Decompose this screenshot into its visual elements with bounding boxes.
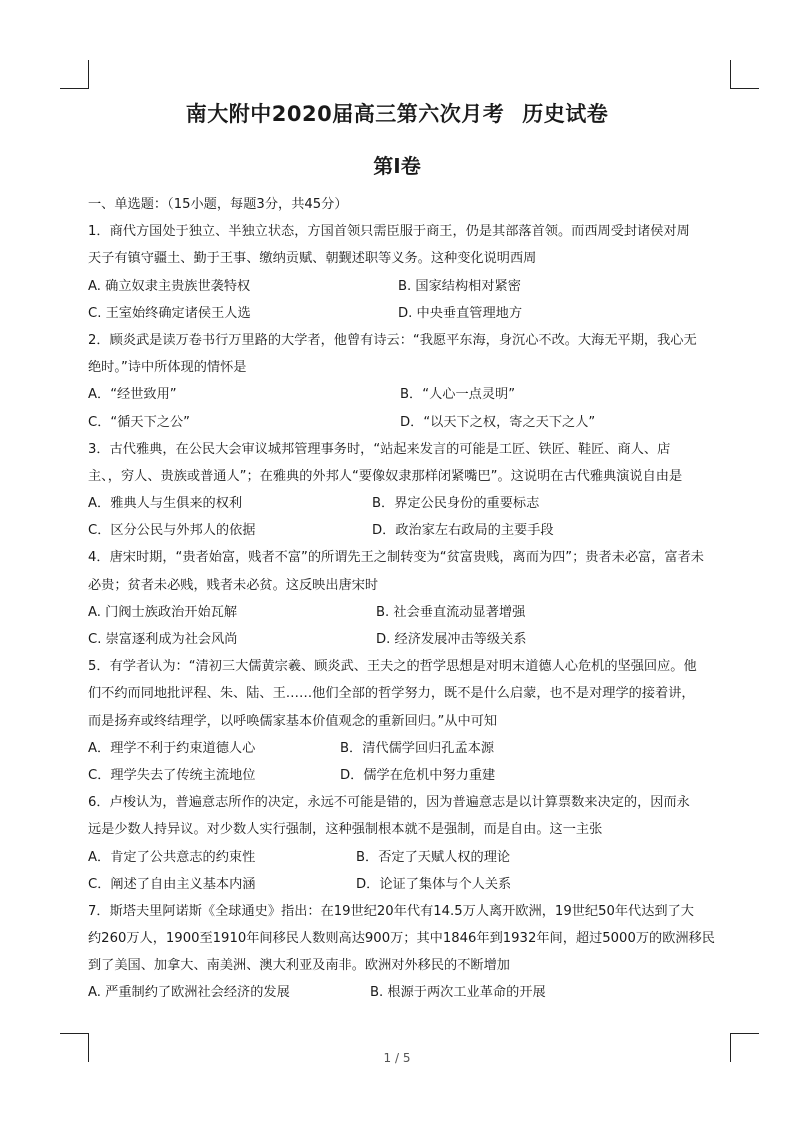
option-b: B. 社会垂直流动显著增强 — [376, 604, 526, 620]
question-6-stem-line: 6．卢梭认为，普遍意志所作的决定，永远不可能是错的，因为普遍意志是以计算票数来决定的，因而永 — [88, 795, 690, 811]
question-6-options-row — [88, 844, 728, 871]
exam-title — [0, 98, 794, 128]
exam-title-subject: 历史试卷 — [522, 102, 609, 126]
option-d: D. 经济发展冲击等级关系 — [376, 632, 527, 647]
question-1-options-row — [88, 300, 728, 327]
question-6-stem-line: 远是少数人持异议。对少数人实行强制，这种强制根本就不是强制，而是自由。这一主张 — [88, 822, 603, 838]
option-a: A. 门阀士族政治开始瓦解 — [88, 604, 238, 620]
question-5-stem-line: 而是扬弃或终结理学，以呼唤儒家基本价值观念的重新回归。”从中可知 — [88, 713, 498, 729]
question-4-options-row — [88, 626, 728, 653]
question-4-stem-line: 4．唐宋时期，“贵者始富，贱者不富”的所谓先王之制转变为“贫富贵贱，离而为四”；贵者未必富，富者未 — [88, 550, 704, 566]
option-b: B．否定了天赋人权的理论 — [356, 849, 511, 865]
question-1-stem-line: 1．商代方国处于独立、半独立状态，方国首领只需臣服于商王，仍是其部落首领。而西周受封诸侯对周 — [88, 224, 690, 240]
question-3-options-row — [88, 490, 728, 517]
option-b: B. 国家结构相对紧密 — [398, 278, 521, 294]
option-d: D．儒学在危机中努力重建 — [340, 767, 496, 783]
question-2-options-row — [88, 381, 728, 408]
question-area — [88, 191, 728, 1007]
option-a: A. 确立奴隶主贵族世袭特权 — [88, 278, 251, 294]
crop-mark-top-right — [730, 60, 759, 89]
question-4-options-row — [88, 599, 728, 626]
option-a: A．肯定了公共意志的约束性 — [88, 849, 256, 865]
option-b: B．清代儒学回归孔孟本源 — [340, 740, 495, 756]
option-d: D．“以天下之权，寄之天下之人” — [400, 414, 596, 430]
question-7-stem-line: 约260万人，1900至1910年间移民人数则高达900万；其中1846年到1932年间，超过5000万的欧洲移民 — [88, 931, 715, 947]
option-c: C. 崇富逐利成为社会风尚 — [88, 632, 238, 647]
question-3-stem-line: 主、，穷人、贵族或普通人”；在雅典的外邦人“要像奴隶那样闭紧嘴巴”。这说明在古代雅典演说自由是 — [88, 468, 683, 484]
section-heading: 一、单选题：（15小题，每题3分，共45分） — [88, 197, 348, 212]
option-a: A．雅典人与生俱来的权利 — [88, 496, 243, 512]
question-2-stem-line: 2．顾炎武是读万卷书行万里路的大学者，他曾有诗云：“我愿平东海，身沉心不改。大海无平期，我心无 — [88, 332, 697, 348]
question-7-stem-line: 7．斯塔夫里阿诺斯《全球通史》指出：在19世纪20年代有14.5万人离开欧洲，19世纪50年代达到了大 — [88, 903, 694, 919]
question-2-options-row — [88, 409, 728, 436]
question-5-stem-line: 们不约而同地批评程、朱、陆、王……他们全部的哲学努力，既不是什么启蒙，也不是对理学的接着讲， — [88, 686, 695, 702]
option-d: D．政治家左右政局的主要手段 — [372, 523, 554, 539]
option-a: A．“经世致用” — [88, 387, 177, 403]
question-5-options-row — [88, 762, 728, 789]
crop-mark-top-left — [60, 60, 89, 89]
option-a: A．理学不利于约束道德人心 — [88, 740, 256, 756]
option-c: C．“循天下之公” — [88, 414, 190, 430]
question-1-stem-line: 天子有镇守疆土、勤于王事、缴纳贡赋、朝觐述职等义务。这种变化说明西周 — [88, 251, 537, 267]
option-b: B. 根源于两次工业革命的开展 — [370, 985, 546, 1001]
question-2-stem-line: 绝时。”诗中所体现的情怀是 — [88, 360, 247, 376]
question-3-options-row — [88, 517, 728, 544]
question-6-options-row — [88, 871, 728, 898]
question-4-stem-line: 必贵；贫者未必贱，贱者未必贫。这反映出唐宋时 — [88, 577, 379, 593]
question-5-stem-line: 5．有学者认为：“清初三大儒黄宗羲、顾炎武、王夫之的哲学思想是对明末道德人心危机的坚强回应。他 — [88, 659, 697, 675]
option-a: A. 严重制约了欧洲社会经济的发展 — [88, 985, 290, 1001]
option-c: C．理学失去了传统主流地位 — [88, 767, 256, 783]
question-5-options-row — [88, 735, 728, 762]
option-d: D. 中央垂直管理地方 — [398, 305, 523, 321]
question-7-stem-line: 到了美国、加拿大、南美洲、澳大利亚及南非。欧洲对外移民的不断增加 — [88, 958, 510, 974]
option-c: C．阐述了自由主义基本内涵 — [88, 876, 256, 892]
option-c: C. 王室始终确定诸侯王人选 — [88, 305, 251, 321]
volume-heading: 第Ⅰ卷 — [373, 154, 421, 178]
option-b: B．“人心一点灵明” — [400, 387, 516, 403]
option-c: C．区分公民与外邦人的依据 — [88, 523, 256, 539]
option-b: B．界定公民身份的重要标志 — [372, 496, 540, 512]
question-3-stem-line: 3．古代雅典，在公民大会审议城邦管理事务时，“站起来发言的可能是工匠、铁匠、鞋匠、商人、店 — [88, 441, 671, 457]
question-1-options-row — [88, 273, 728, 300]
exam-title-main: 南大附中2020届高三第六次月考 — [185, 102, 505, 126]
page-number: 1 / 5 — [383, 1051, 411, 1065]
option-d: D．论证了集体与个人关系 — [356, 876, 512, 892]
question-7-options-row — [88, 979, 728, 1006]
